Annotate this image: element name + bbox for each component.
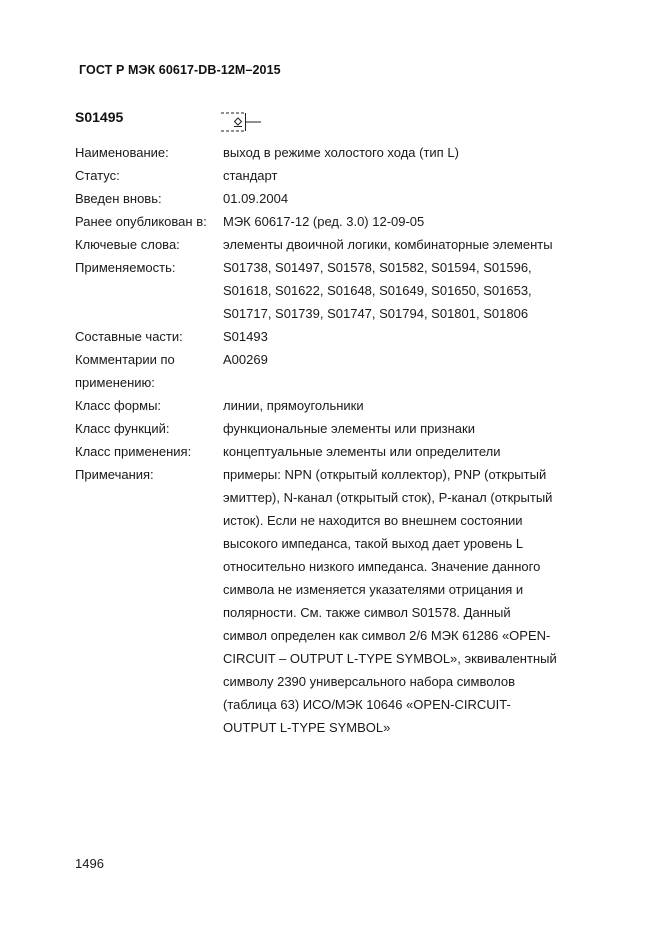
value-line: высокого импеданса, такой выход дает уровень L	[223, 536, 524, 551]
value-line: элементы двоичной логики, комбинаторные элементы	[223, 237, 553, 252]
value-line: S01738, S01497, S01578, S01582, S01594, S01596,	[223, 260, 532, 275]
entry-label: Наименование:	[75, 145, 169, 160]
entry-shape-class	[75, 394, 595, 417]
symbol-id: S01495	[75, 109, 124, 125]
entry-previously-published	[75, 210, 595, 233]
value-line: символ определен как символ 2/6 МЭК 61286 «OPEN-	[223, 628, 551, 643]
entry-name	[75, 141, 595, 164]
value-line: символа не изменяется указателями отрицания и	[223, 582, 524, 597]
entry-value	[223, 256, 595, 325]
value-line: функциональные элементы или признаки	[223, 421, 475, 436]
entry-application-class	[75, 440, 595, 463]
entry-label: Статус:	[75, 168, 120, 183]
entry-label	[75, 348, 223, 394]
value-line: МЭК 60617-12 (ред. 3.0) 12-09-05	[223, 214, 425, 229]
entry-value	[223, 440, 595, 463]
entry-value	[223, 141, 595, 164]
value-line: полярности. См. также символ S01578. Данный	[223, 605, 511, 620]
entry-label: Примечания:	[75, 467, 154, 482]
entry-label: Введен вновь:	[75, 191, 162, 206]
entry-status	[75, 164, 595, 187]
value-line: OUTPUT L-TYPE SYMBOL»	[223, 720, 391, 735]
entry-label: Составные части:	[75, 329, 183, 344]
value-line: концептуальные элементы или определители	[223, 444, 501, 459]
value-line: относительно низкого импеданса. Значение данного	[223, 559, 541, 574]
value-line: (таблица 63) ИСО/МЭК 10646 «OPEN-CIRCUIT-	[223, 697, 511, 712]
entry-application-comments	[75, 348, 595, 394]
value-line: эмиттер), N-канал (открытый сток), P-канал (открытый	[223, 490, 553, 505]
entry-keywords	[75, 233, 595, 256]
entry-value	[223, 348, 595, 371]
entry-label: Применяемость:	[75, 260, 176, 275]
value-line: выход в режиме холостого хода (тип L)	[223, 145, 459, 160]
entry-value	[223, 417, 595, 440]
value-line: S01717, S01739, S01747, S01794, S01801, S01806	[223, 306, 529, 321]
entry-value	[223, 394, 595, 417]
value-line: линии, прямоугольники	[223, 398, 364, 413]
entry-value	[223, 187, 595, 210]
value-line: исток). Если не находится во внешнем состоянии	[223, 513, 523, 528]
entry-components	[75, 325, 595, 348]
page-number: 1496	[75, 856, 104, 871]
value-line: A00269	[223, 352, 268, 367]
document-header: ГОСТ Р МЭК 60617-DB-12M–2015	[79, 63, 281, 77]
entry-label: Ключевые слова:	[75, 237, 180, 252]
value-line: стандарт	[223, 168, 278, 183]
value-line: примеры: NPN (открытый коллектор), PNP (открытый	[223, 467, 547, 482]
value-line: S01493	[223, 329, 268, 344]
entry-value	[223, 463, 595, 739]
label-line: Комментарии по	[75, 352, 175, 367]
entry-label: Класс формы:	[75, 398, 162, 413]
value-line: CIRCUIT – OUTPUT L-TYPE SYMBOL», эквивалентный	[223, 651, 557, 666]
value-line: символу 2390 универсального набора символов	[223, 674, 516, 689]
entry-function-class	[75, 417, 595, 440]
entry-value	[223, 233, 595, 256]
symbol-entry-table	[75, 141, 595, 739]
entry-value	[223, 325, 595, 348]
entry-introduced	[75, 187, 595, 210]
entry-value	[223, 210, 595, 233]
entry-notes	[75, 463, 595, 739]
entry-applicability	[75, 256, 595, 325]
entry-value	[223, 164, 595, 187]
entry-label: Класс функций:	[75, 421, 170, 436]
open-circuit-output-l-type-symbol-icon	[220, 111, 264, 133]
label-line: применению:	[75, 375, 155, 390]
value-line: S01618, S01622, S01648, S01649, S01650, S01653,	[223, 283, 532, 298]
entry-label: Класс применения:	[75, 444, 192, 459]
value-line: 01.09.2004	[223, 191, 289, 206]
entry-label: Ранее опубликован в:	[75, 214, 207, 229]
